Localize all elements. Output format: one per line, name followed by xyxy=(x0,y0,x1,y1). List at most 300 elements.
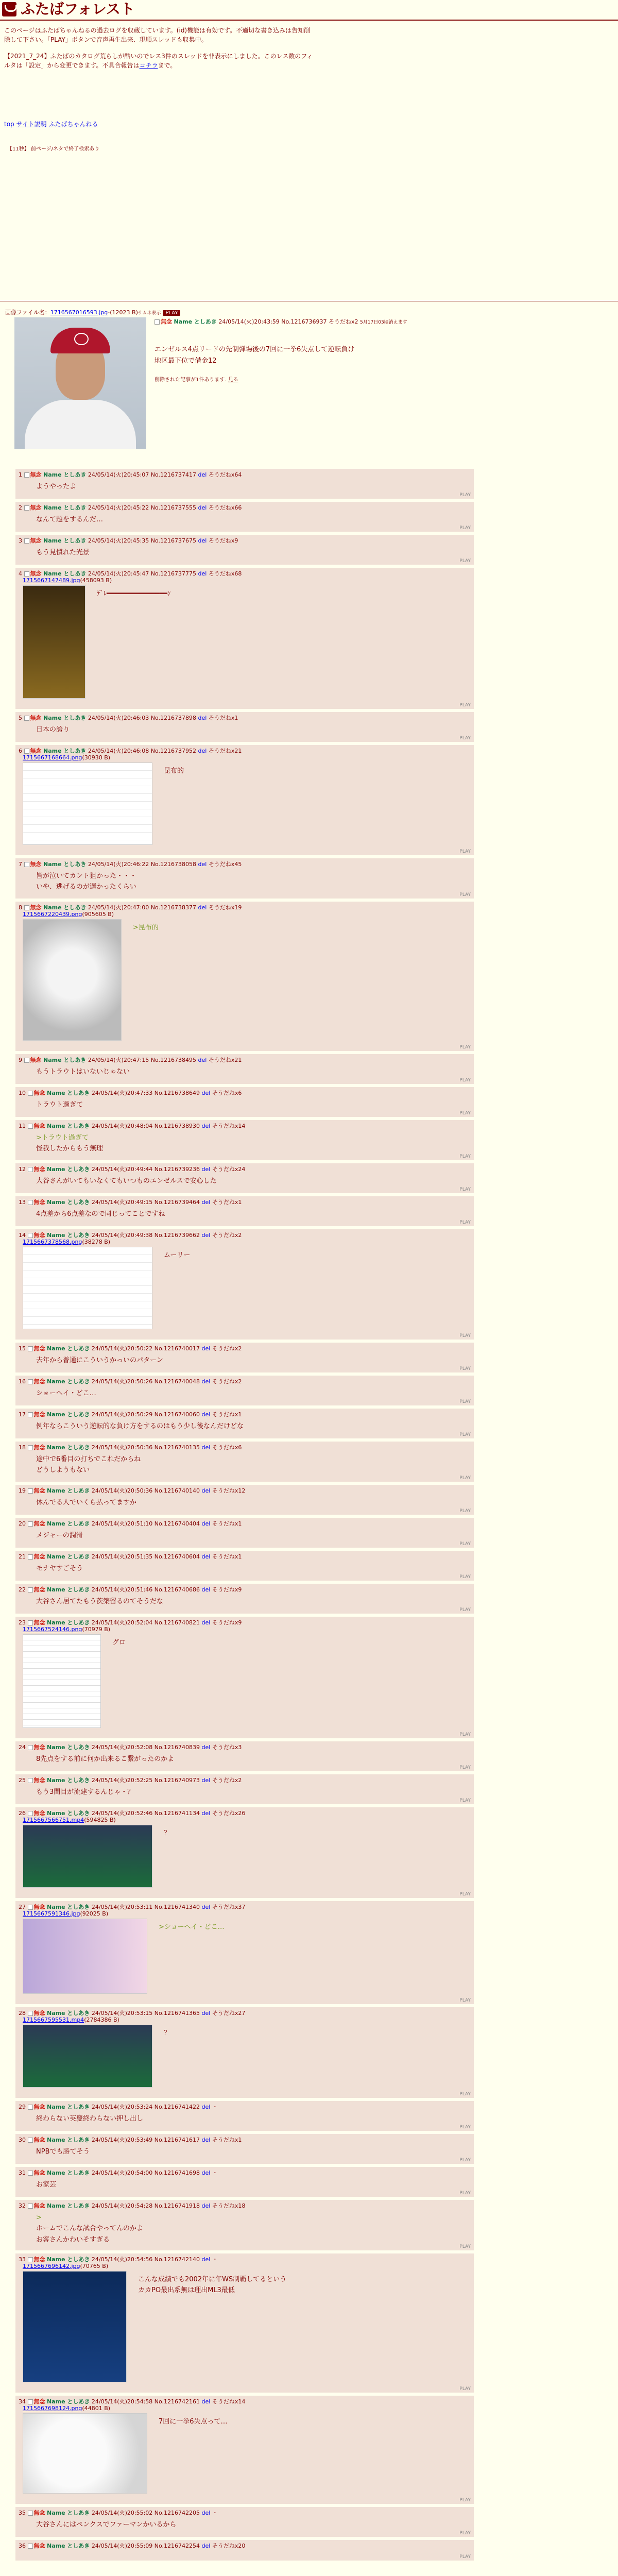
delete-checkbox[interactable] xyxy=(28,1745,33,1750)
soudane-link[interactable]: そうだねx3 xyxy=(212,1744,242,1751)
reply-post xyxy=(15,2507,474,2537)
reply-number: 31 xyxy=(19,2170,26,2176)
reply-post xyxy=(15,1087,474,1117)
reply-body-line: いや、逃げるのが遅かったくらい xyxy=(36,883,136,891)
del-link[interactable]: del xyxy=(201,1586,211,1593)
reply-post xyxy=(15,2007,474,2098)
play-link[interactable]: PLAY xyxy=(459,1541,471,1547)
delete-checkbox[interactable] xyxy=(28,1124,33,1129)
delete-checkbox[interactable] xyxy=(28,1233,33,1238)
op-body xyxy=(154,344,354,367)
play-link[interactable]: PLAY xyxy=(459,1509,471,1514)
play-link[interactable]: PLAY xyxy=(459,849,471,854)
reply-header xyxy=(19,860,242,868)
reply-file-link[interactable]: 1715667696142.jpg xyxy=(23,2263,80,2269)
del-link[interactable]: del xyxy=(198,1057,207,1063)
reply-number: 21 xyxy=(19,1553,26,1560)
play-link[interactable]: PLAY xyxy=(459,1476,471,1481)
reply-body xyxy=(36,481,76,492)
reply-number: 1 xyxy=(19,471,22,478)
soudane-link[interactable]: そうだねx66 xyxy=(208,504,242,511)
soudane-link[interactable]: そうだねx19 xyxy=(208,904,242,911)
del-link[interactable]: del xyxy=(201,1166,211,1173)
reply-file-link[interactable]: 1715667220439.png xyxy=(23,911,82,918)
soudane-link[interactable]: そうだねx37 xyxy=(212,1904,246,1910)
reply-number: 26 xyxy=(19,1810,26,1817)
reply-body-line: 大谷さんにはペンクスでファーマンかいるから xyxy=(36,2521,177,2529)
reply-date: 24/05/14(火)20:53:49 xyxy=(91,2137,153,2143)
reply-body-line: 8先点をする前に何か出来るこ繋がったのかよ xyxy=(36,1755,175,1763)
play-link[interactable]: PLAY xyxy=(459,1998,471,2003)
soudane-link[interactable]: そうだねx20 xyxy=(212,2543,246,2549)
reply-body xyxy=(36,2519,176,2530)
delete-checkbox[interactable] xyxy=(28,1091,33,1096)
del-link[interactable]: del xyxy=(201,1520,211,1527)
soudane-link[interactable]: そうだねx64 xyxy=(208,471,242,478)
op-header xyxy=(154,317,407,326)
reply-image[interactable] xyxy=(23,1919,147,1994)
delete-checkbox[interactable] xyxy=(28,1346,33,1351)
del-link[interactable]: del xyxy=(198,537,207,544)
reply-subject: 無念 xyxy=(33,2256,45,2263)
del-link[interactable]: del xyxy=(201,1378,211,1385)
del-link[interactable]: del xyxy=(198,861,207,868)
delete-checkbox[interactable] xyxy=(28,2399,33,2404)
reply-name: Name としあき xyxy=(43,570,87,577)
reply-no: No.1216740017 xyxy=(154,1345,200,1352)
reply-number: 33 xyxy=(19,2256,26,2263)
reply-header xyxy=(19,2136,242,2144)
reply-body xyxy=(36,724,70,735)
reply-file-size: (38278 B) xyxy=(82,1239,111,1245)
reply-body xyxy=(36,1497,136,1508)
op-body-line: 地区最下位で借金12 xyxy=(154,357,217,365)
reply-post xyxy=(15,1617,474,1738)
search-note: 【11秒】 前ページ/ネタで終了検索あり xyxy=(7,146,100,152)
reply-body xyxy=(159,1922,225,1933)
reply-number: 36 xyxy=(19,2543,26,2549)
del-link[interactable]: del xyxy=(201,1487,211,1494)
reply-image[interactable] xyxy=(23,762,152,845)
nav-about-link[interactable]: サイト説明 xyxy=(16,121,47,128)
reply-subject: 無念 xyxy=(30,861,42,868)
reply-file-link[interactable]: 1715667591346.jpg xyxy=(23,1910,80,1917)
delete-checkbox[interactable] xyxy=(24,749,29,754)
reply-no: No.1216738495 xyxy=(150,1057,197,1063)
soudane-link[interactable]: そうだねx21 xyxy=(208,1057,242,1063)
nav-top-link[interactable]: top xyxy=(4,121,14,128)
play-link[interactable]: PLAY xyxy=(459,493,471,498)
reply-body-line: 7回に一挙6失点って… xyxy=(159,2418,228,2426)
reply-image[interactable] xyxy=(23,1825,152,1888)
soudane-link[interactable]: そうだねx9 xyxy=(208,537,238,544)
del-link[interactable]: del xyxy=(198,715,207,721)
del-link[interactable]: del xyxy=(201,2202,211,2209)
reply-header xyxy=(19,714,238,722)
soudane-link[interactable]: そうだねx2 xyxy=(212,1378,242,1385)
reply-number: 27 xyxy=(19,1904,26,1910)
play-link[interactable]: PLAY xyxy=(459,2498,471,2503)
reply-body-line: もうトラウトはいないじゃない xyxy=(36,1068,130,1076)
del-link[interactable]: del xyxy=(201,1123,211,1129)
soudane-link[interactable]: そうだねx14 xyxy=(212,1123,246,1129)
reply-header xyxy=(19,903,242,911)
soudane-link[interactable]: そうだねx1 xyxy=(212,2137,242,2143)
reply-post xyxy=(15,1518,474,1548)
reply-file-line xyxy=(23,2016,119,2023)
reply-no: No.1216741365 xyxy=(154,2010,200,2016)
soudane-link[interactable]: そうだねx1 xyxy=(212,1199,242,1206)
delete-checkbox[interactable] xyxy=(28,1200,33,1205)
reply-file-size: (92025 B) xyxy=(80,1910,109,1917)
delete-checkbox[interactable] xyxy=(28,1379,33,1384)
del-link[interactable]: del xyxy=(201,1744,211,1751)
play-link[interactable]: PLAY xyxy=(459,892,471,897)
op-soudane[interactable]: そうだねx2 xyxy=(329,318,358,325)
reply-file-size: (594825 B) xyxy=(84,1817,116,1823)
delete-checkbox[interactable] xyxy=(24,862,29,867)
reply-body-line: 大谷さんがいてもいなくてもいつものエンゼルスで安心した xyxy=(36,1177,217,1185)
reply-post xyxy=(15,469,474,499)
reply-body xyxy=(36,1787,134,1798)
reply-file-size: (30930 B) xyxy=(82,754,111,761)
play-link[interactable]: PLAY xyxy=(459,1399,471,1404)
soudane-link[interactable]: そうだねx1 xyxy=(212,1411,242,1418)
soudane-link[interactable]: そうだねx14 xyxy=(212,2398,246,2405)
reply-image[interactable] xyxy=(23,2025,152,2088)
soudane-link[interactable]: そうだねx2 xyxy=(212,1232,242,1239)
delete-checkbox[interactable] xyxy=(28,2138,33,2143)
del-link[interactable]: del xyxy=(201,1619,211,1626)
reply-header xyxy=(19,1743,242,1751)
soudane-link[interactable]: そうだねx9 xyxy=(212,1586,242,1593)
del-link[interactable]: del xyxy=(201,1090,211,1096)
del-link[interactable]: del xyxy=(201,2256,211,2263)
reply-name: Name としあき xyxy=(47,1345,90,1352)
del-link[interactable]: del xyxy=(201,1411,211,1418)
play-link[interactable]: PLAY xyxy=(459,1045,471,1050)
site-logo[interactable] xyxy=(2,2,135,16)
soudane-link[interactable]: ・ xyxy=(212,2104,218,2110)
play-link[interactable]: PLAY xyxy=(459,1732,471,1737)
reply-file-size: (44801 B) xyxy=(82,2405,111,2412)
reply-date: 24/05/14(火)20:45:07 xyxy=(88,471,149,478)
play-link[interactable]: PLAY xyxy=(459,2125,471,2130)
reply-no: No.1216737675 xyxy=(150,537,197,544)
reply-body-line: 皆が泣いてカント狙かった・・・ xyxy=(36,872,137,880)
soudane-link[interactable]: ・ xyxy=(212,2170,218,2176)
del-link[interactable]: del xyxy=(201,1777,211,1784)
reply-body xyxy=(36,1176,217,1187)
soudane-link[interactable]: そうだねx1 xyxy=(212,1520,242,1527)
reply-body-line: モナヤすごそう xyxy=(36,1565,83,1572)
reply-number: 17 xyxy=(19,1411,26,1418)
play-link[interactable]: PLAY xyxy=(459,1187,471,1192)
op-file-link[interactable]: 1716567016593.jpg xyxy=(50,309,108,316)
del-link[interactable]: del xyxy=(201,1904,211,1910)
reply-date: 24/05/14(火)20:53:24 xyxy=(91,2104,153,2110)
play-link[interactable]: PLAY xyxy=(459,1432,471,1437)
delete-checkbox[interactable] xyxy=(28,1412,33,1417)
play-link[interactable]: PLAY xyxy=(459,2244,471,2249)
op-image-shirt xyxy=(25,400,136,449)
play-link[interactable]: PLAY xyxy=(459,1154,471,1159)
del-link[interactable]: del xyxy=(201,1232,211,1239)
reply-name: Name としあき xyxy=(47,1123,90,1129)
reply-file-link[interactable]: 1715667595531.mp4 xyxy=(23,2016,84,2023)
op-delete-checkbox[interactable] xyxy=(154,319,160,325)
reply-date: 24/05/14(火)20:51:35 xyxy=(91,1553,153,1560)
reply-subject: 無念 xyxy=(30,904,42,911)
soudane-link[interactable]: そうだねx1 xyxy=(212,1553,242,1560)
del-link[interactable]: del xyxy=(201,1810,211,1817)
soudane-link[interactable]: そうだねx12 xyxy=(212,1487,246,1494)
delete-checkbox[interactable] xyxy=(28,1905,33,1910)
soudane-link[interactable]: そうだねx9 xyxy=(212,1619,242,1626)
soudane-link[interactable]: そうだねx1 xyxy=(208,715,238,721)
op-file-size: -(12023 B) xyxy=(108,309,138,316)
del-link[interactable]: del xyxy=(201,2137,211,2143)
reply-no: No.1216742161 xyxy=(154,2398,200,2405)
reply-body-line: カカPO最出系無は理出ML3最低 xyxy=(138,2286,235,2295)
soudane-link[interactable]: ・ xyxy=(212,2256,218,2263)
reply-subject: 無念 xyxy=(30,504,42,511)
reply-no: No.1216738377 xyxy=(150,904,197,911)
delete-checkbox[interactable] xyxy=(24,1058,29,1063)
reply-image[interactable] xyxy=(23,1634,101,1728)
del-link[interactable]: del xyxy=(201,2010,211,2016)
reply-no: No.1216740404 xyxy=(154,1520,200,1527)
soudane-link[interactable]: そうだねx26 xyxy=(212,1810,246,1817)
play-link[interactable]: PLAY xyxy=(459,1366,471,1371)
del-link[interactable]: del xyxy=(201,1345,211,1352)
reply-body xyxy=(36,1066,130,1077)
soudane-link[interactable]: そうだねx2 xyxy=(212,1345,242,1352)
del-link[interactable]: del xyxy=(198,748,207,754)
reply-no: No.1216739464 xyxy=(154,1199,200,1206)
reply-body-line: 途中で6番目の打ちでこれだからね xyxy=(36,1455,141,1463)
play-link[interactable]: PLAY xyxy=(459,1765,471,1770)
delete-checkbox[interactable] xyxy=(28,2204,33,2209)
delete-checkbox[interactable] xyxy=(24,472,29,478)
delete-checkbox[interactable] xyxy=(24,571,29,577)
soudane-link[interactable]: そうだねx27 xyxy=(212,2010,246,2016)
reply-no: No.1216742140 xyxy=(154,2256,200,2263)
del-link[interactable]: del xyxy=(201,2510,211,2516)
reply-subject: 無念 xyxy=(33,2170,45,2176)
delete-checkbox[interactable] xyxy=(28,2544,33,2549)
reply-header xyxy=(19,503,242,512)
reply-date: 24/05/14(火)20:49:38 xyxy=(91,1232,153,1239)
reply-file-link[interactable]: 1715667168664.png xyxy=(23,754,82,761)
play-link[interactable]: PLAY xyxy=(459,1607,471,1613)
reply-post xyxy=(15,568,474,709)
reply-date: 24/05/14(火)20:54:58 xyxy=(91,2398,153,2405)
reply-date: 24/05/14(火)20:55:09 xyxy=(91,2543,153,2549)
reply-post xyxy=(15,2253,474,2393)
reply-no: No.1216740604 xyxy=(154,1553,200,1560)
reply-post xyxy=(15,745,474,855)
delete-checkbox[interactable] xyxy=(28,2171,33,2176)
reply-header xyxy=(19,1231,242,1239)
reply-body-line: お客さんかわいそすぎる xyxy=(36,2235,110,2244)
reply-header xyxy=(19,747,242,755)
reply-no: No.1216740135 xyxy=(154,1444,200,1451)
reply-subject: 無念 xyxy=(33,1904,45,1910)
reply-header xyxy=(19,1776,242,1784)
play-link[interactable]: PLAY xyxy=(459,736,471,741)
reply-file-line xyxy=(23,1910,108,1917)
reply-date: 24/05/14(火)20:46:03 xyxy=(88,715,149,721)
del-link[interactable]: del xyxy=(201,1199,211,1206)
play-link[interactable]: PLAY xyxy=(459,2092,471,2097)
soudane-link[interactable]: そうだねx45 xyxy=(208,861,242,868)
reply-date: 24/05/14(火)20:50:22 xyxy=(91,1345,153,1352)
reply-no: No.1216739662 xyxy=(154,1232,200,1239)
del-link[interactable]: del xyxy=(201,2398,211,2405)
reply-number: 32 xyxy=(19,2202,26,2209)
play-link[interactable]: PLAY xyxy=(459,2386,471,2392)
reply-name: Name としあき xyxy=(47,1166,90,1173)
play-link[interactable]: PLAY xyxy=(459,558,471,564)
reply-header xyxy=(19,1585,242,1594)
reply-image[interactable] xyxy=(23,1247,152,1329)
play-link[interactable]: PLAY xyxy=(459,2158,471,2163)
play-link[interactable]: PLAY xyxy=(459,703,471,708)
reply-name: Name としあき xyxy=(47,1520,90,1527)
delete-checkbox[interactable] xyxy=(28,2011,33,2016)
del-link[interactable]: del xyxy=(201,2170,211,2176)
reply-post xyxy=(15,902,474,1051)
reply-image[interactable] xyxy=(23,2271,127,2382)
reply-body-line: ショーヘイ・どこ… xyxy=(36,1389,96,1397)
reply-image[interactable] xyxy=(23,2413,147,2494)
play-link[interactable]: PLAY xyxy=(459,1574,471,1580)
reply-body xyxy=(138,2274,286,2296)
reply-name: Name としあき xyxy=(47,1199,90,1206)
soudane-link[interactable]: そうだねx2 xyxy=(212,1777,242,1784)
play-link[interactable]: PLAY xyxy=(459,1078,471,1083)
op-play-button[interactable]: PLAY xyxy=(163,310,180,316)
delete-checkbox[interactable] xyxy=(24,716,29,721)
reply-file-link[interactable]: 1715667147489.jpg xyxy=(23,577,80,584)
play-link[interactable]: PLAY xyxy=(459,1798,471,1803)
del-link[interactable]: del xyxy=(201,2543,211,2549)
site-title: ふたばフォレスト xyxy=(21,1,135,18)
reply-body xyxy=(36,1209,165,1219)
delete-checkbox[interactable] xyxy=(28,1488,33,1494)
delete-checkbox[interactable] xyxy=(28,1554,33,1560)
op-image[interactable] xyxy=(14,317,146,449)
reply-body-line: ホームでこんな試合やってんのかよ xyxy=(36,2225,144,2233)
reply-date: 24/05/14(火)20:46:08 xyxy=(88,748,149,754)
play-link[interactable]: PLAY xyxy=(459,526,471,531)
nav-futaba-link[interactable]: ふたばちゃんねる xyxy=(48,121,98,128)
play-link[interactable]: PLAY xyxy=(459,2191,471,2196)
reply-date: 24/05/14(火)20:52:08 xyxy=(91,1744,153,1751)
reply-body xyxy=(36,2179,56,2190)
play-link[interactable]: PLAY xyxy=(459,1111,471,1116)
soudane-link[interactable]: そうだねx68 xyxy=(208,570,242,577)
reply-post xyxy=(15,1196,474,1226)
reply-number: 35 xyxy=(19,2510,26,2516)
reply-name: Name としあき xyxy=(47,1586,90,1593)
play-link[interactable]: PLAY xyxy=(459,1220,471,1225)
soudane-link[interactable]: そうだねx18 xyxy=(212,2202,246,2209)
reply-file-link[interactable]: 1715667566751.mp4 xyxy=(23,1817,84,1823)
del-link[interactable]: del xyxy=(201,1444,211,1451)
play-link[interactable]: PLAY xyxy=(459,1892,471,1897)
reply-date: 24/05/14(火)20:54:56 xyxy=(91,2256,153,2263)
delete-checkbox[interactable] xyxy=(24,538,29,544)
delete-checkbox[interactable] xyxy=(28,1521,33,1527)
reply-number: 12 xyxy=(19,1166,26,1173)
reply-number: 3 xyxy=(19,537,22,544)
reply-header xyxy=(19,1809,245,1817)
reply-body-line: ？ xyxy=(164,1829,171,1837)
reply-image[interactable] xyxy=(23,585,85,699)
del-link[interactable]: del xyxy=(198,504,207,511)
delete-checkbox[interactable] xyxy=(28,1620,33,1625)
soudane-link[interactable]: そうだねx6 xyxy=(212,1444,242,1451)
soudane-link[interactable]: ・ xyxy=(212,2510,218,2516)
reply-body xyxy=(36,2113,143,2124)
reply-subject: 無念 xyxy=(30,1057,42,1063)
reply-no: No.1216742254 xyxy=(154,2543,200,2549)
report-link[interactable]: コチラ xyxy=(139,62,158,69)
reply-number: 24 xyxy=(19,1744,26,1751)
delete-checkbox[interactable] xyxy=(24,905,29,910)
reply-name: Name としあき xyxy=(47,1777,90,1784)
soudane-link[interactable]: そうだねx24 xyxy=(212,1166,246,1173)
del-link[interactable]: del xyxy=(198,570,207,577)
reply-file-link[interactable]: 1715667524146.png xyxy=(23,1626,82,1633)
soudane-link[interactable]: そうだねx6 xyxy=(212,1090,242,1096)
del-link[interactable]: del xyxy=(201,2104,211,2110)
reply-subject: 無念 xyxy=(33,1619,45,1626)
reply-subject: 無念 xyxy=(33,1345,45,1352)
delete-checkbox[interactable] xyxy=(28,2257,33,2262)
reply-subject: 無念 xyxy=(33,2104,45,2110)
delete-checkbox[interactable] xyxy=(28,2105,33,2110)
delete-checkbox[interactable] xyxy=(28,1445,33,1450)
delete-checkbox[interactable] xyxy=(28,2511,33,2516)
delete-checkbox[interactable] xyxy=(28,1811,33,1816)
reply-body-line: ようやったよ xyxy=(36,483,77,490)
del-link[interactable]: del xyxy=(198,471,207,478)
delete-checkbox[interactable] xyxy=(28,1778,33,1783)
del-link[interactable]: del xyxy=(201,1553,211,1560)
play-link[interactable]: PLAY xyxy=(459,2531,471,2536)
delete-checkbox[interactable] xyxy=(24,505,29,511)
reply-header xyxy=(19,1089,242,1097)
deleted-note-link[interactable]: 見る xyxy=(228,377,238,383)
reply-body xyxy=(36,514,103,525)
reply-date: 24/05/14(火)20:45:22 xyxy=(88,504,149,511)
reply-post xyxy=(15,502,474,532)
reply-subject: 無念 xyxy=(33,1166,45,1173)
reply-body-line: 例年ならこういう逆転的な負け方をするのはもう少し後なんだけどな xyxy=(36,1422,244,1430)
reply-file-link[interactable]: 1715667698124.png xyxy=(23,2405,82,2412)
soudane-link[interactable]: そうだねx21 xyxy=(208,748,242,754)
reply-file-link[interactable]: 1715667378568.png xyxy=(23,1239,82,1245)
del-link[interactable]: del xyxy=(198,904,207,911)
reply-image[interactable] xyxy=(23,919,122,1041)
delete-checkbox[interactable] xyxy=(28,1167,33,1172)
play-link[interactable]: PLAY xyxy=(459,1333,471,1338)
play-link[interactable]: PLAY xyxy=(459,2554,471,2560)
delete-checkbox[interactable] xyxy=(28,1587,33,1592)
